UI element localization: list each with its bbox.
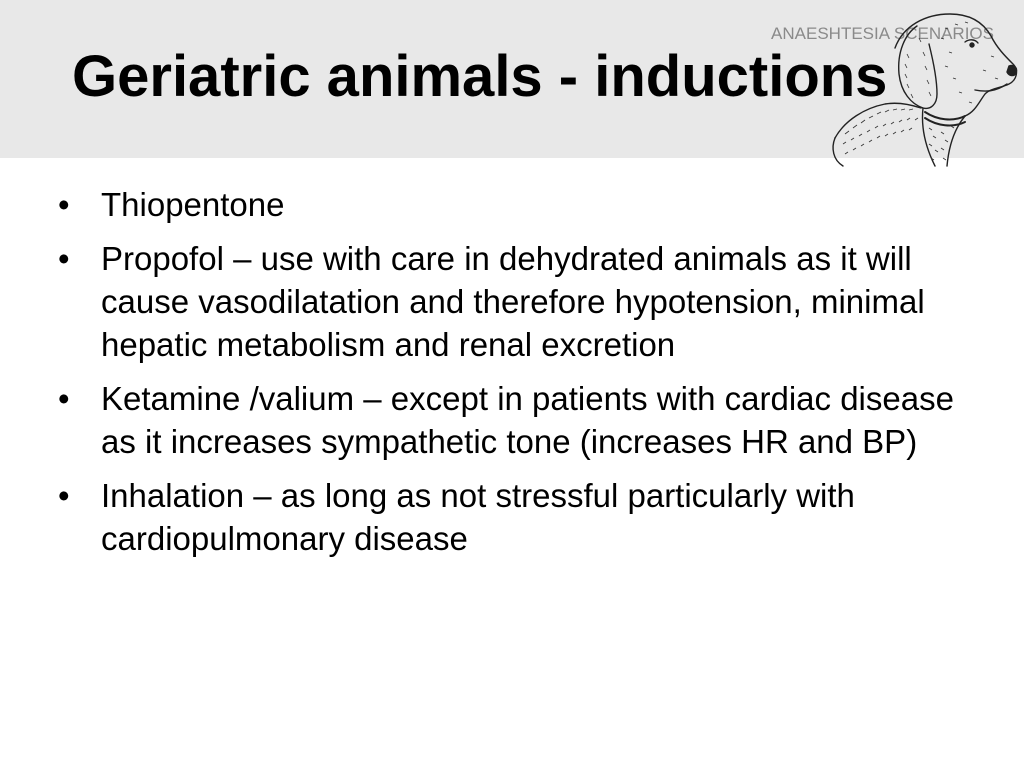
slide-title: Geriatric animals - inductions xyxy=(72,44,888,109)
bullet-text: Ketamine /valium – except in patients with cardiac disease as it increases sympathetic tone (increases HR and BP) xyxy=(101,380,954,460)
bullet-marker: • xyxy=(58,380,70,417)
bullet-item xyxy=(58,237,978,366)
bullet-text: Thiopentone xyxy=(101,186,285,223)
bullet-item xyxy=(58,183,978,226)
bullet-text: Inhalation – as long as not stressful particularly with cardiopulmonary disease xyxy=(101,477,855,557)
bullet-marker: • xyxy=(58,240,70,277)
dog-head-sketch-icon xyxy=(825,8,1020,170)
bullet-item xyxy=(58,474,978,560)
bullet-list xyxy=(58,183,978,571)
watermark-text: ANAESHTESIA SCENARIOS xyxy=(771,24,994,43)
bullet-text: Propofol – use with care in dehydrated animals as it will cause vasodilatation and therefore hypotension, minimal hepatic metabolism and renal excretion xyxy=(101,240,925,363)
bullet-item xyxy=(58,377,978,463)
bullet-marker: • xyxy=(58,186,70,223)
bullet-marker: • xyxy=(58,477,70,514)
